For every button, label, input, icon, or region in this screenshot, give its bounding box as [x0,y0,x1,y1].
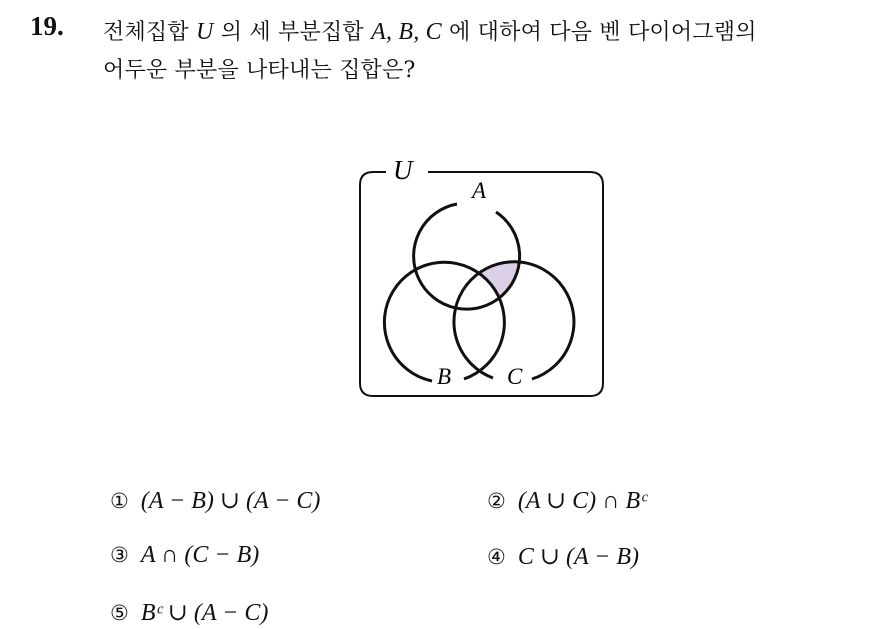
choice-3[interactable] [110,542,259,569]
question-text-prefix: 전체집합 [103,20,189,45]
universe-label: U [393,155,413,185]
label-c: C [507,364,523,389]
question-text-line-2: 어두운 부분을 나타내는 집합은? [103,58,416,83]
venn-diagram [350,145,620,405]
choice-1-expression: (A − B) ∪ (A − C) [140,488,321,514]
choice-4-number: ④ [487,545,506,569]
choice-5-number: ⑤ [110,601,129,625]
question-text-mid: 의 세 부분집합 [220,20,364,45]
choice-4-expression: C ∪ (A − B) [517,544,640,570]
choice-5[interactable] [110,598,268,627]
question-text-suffix: 에 대하여 다음 벤 다이어그램의 [449,20,757,45]
choice-3-expression: A ∩ (C − B) [140,542,260,568]
label-a: A [472,178,487,203]
choice-2[interactable] [487,486,646,515]
choice-3-number: ③ [110,543,129,567]
question-text-line-1 [103,15,757,46]
label-b: B [437,364,452,389]
set-names: A, B, C [371,19,442,45]
choice-2-number: ② [487,489,506,513]
question-number: 19. [30,11,64,41]
universe-symbol: U [196,19,214,45]
choice-4[interactable] [487,542,639,571]
choice-1[interactable] [110,486,320,515]
choice-2-expression: (A ∪ C) ∩ Bᶜ [517,488,647,514]
choice-5-expression: Bᶜ ∪ (A − C) [140,600,269,626]
choice-1-number: ① [110,489,129,513]
